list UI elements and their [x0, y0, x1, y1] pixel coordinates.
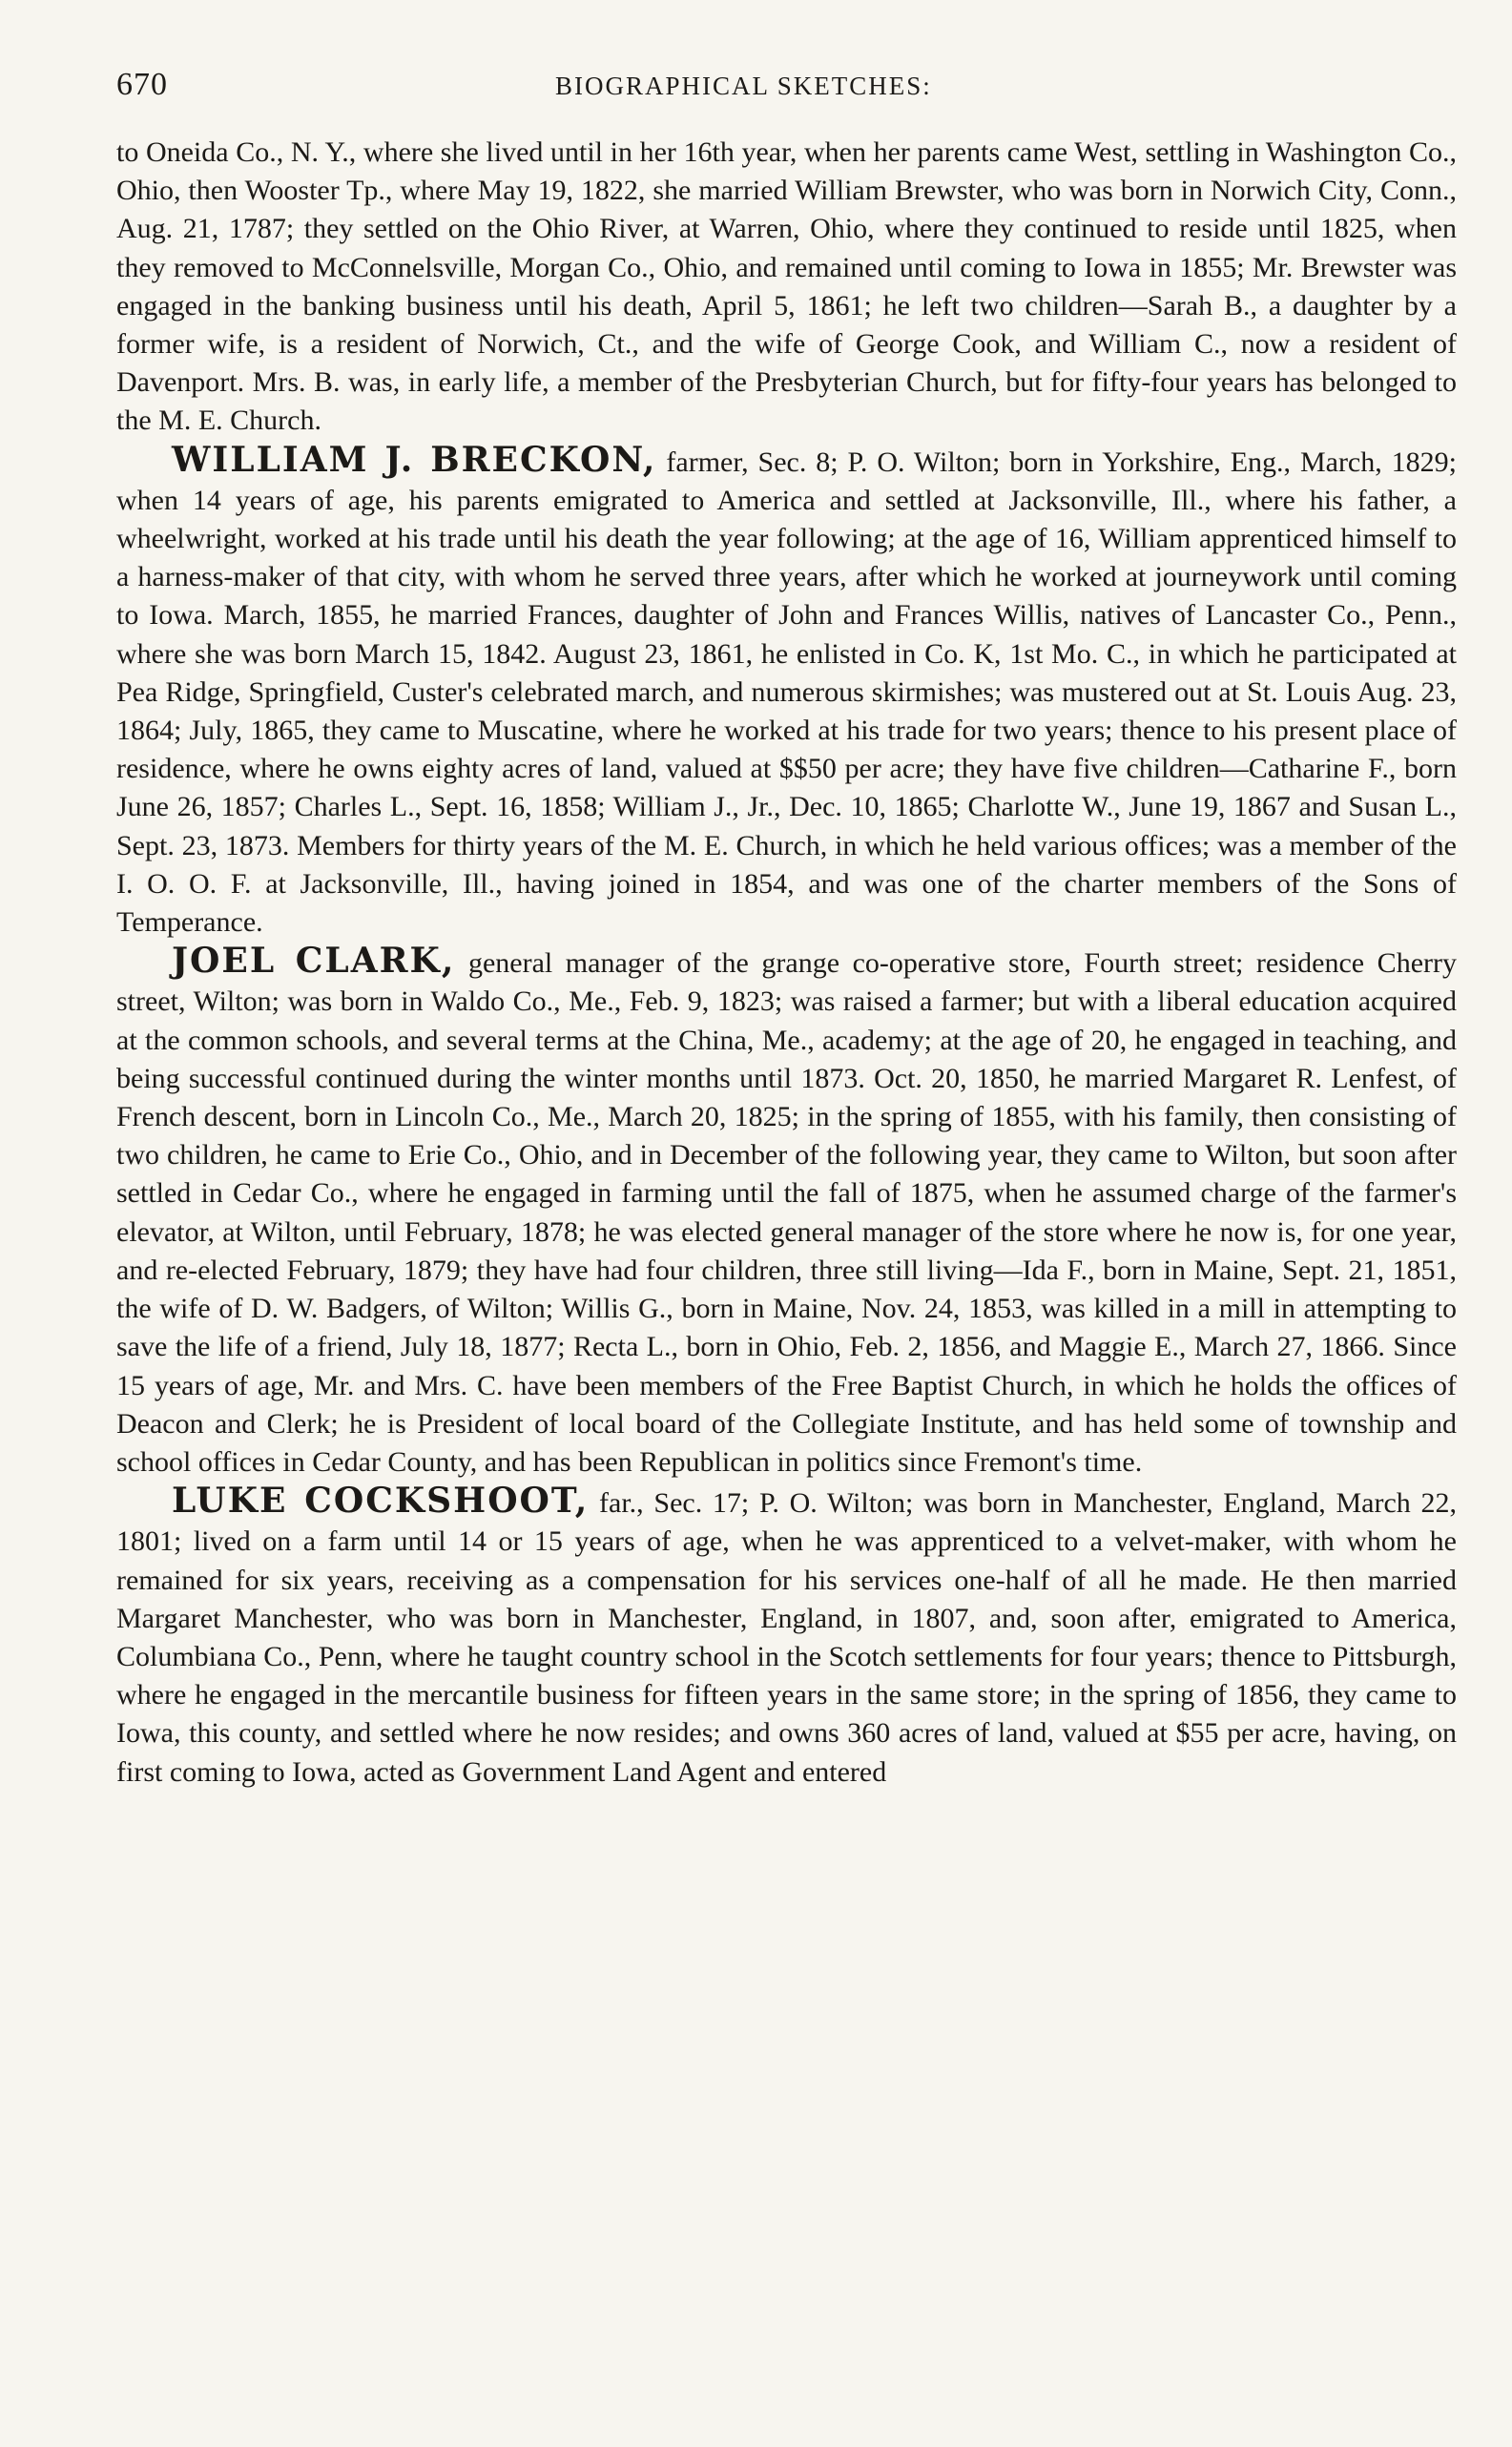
body-text	[116, 134, 1457, 1792]
continuation-paragraph: to Oneida Co., N. Y., where she lived until in her 16th year, when her parents came West, settling in Washington Co., Ohio, then Wooster Tp., where May 19, 1822, she married William Brewster, who was born in Norwich City, Conn., Aug. 21, 1787; they settled on the Ohio River, at Warren, Ohio, where they continued to reside until 1825, when they removed to McConnelsville, Morgan Co., Ohio, and remained until coming to Iowa in 1855; Mr. Brewster was engaged in the banking business until his death, April 5, 1861; he left two children—Sarah B., a daughter by a former wife, is a resident of Norwich, Ct., and the wife of George Cook, and William C., now a resident of Davenport. Mrs. B. was, in early life, a member of the Presbyterian Church, but for fifty-four years has belonged to the M. E. Church.	[116, 136, 1457, 437]
biography-entry-cockshoot	[116, 1482, 1457, 1792]
entry-text: general manager of the grange co-operative store, Fourth street; residence Cherry street, Wilton; was born in Waldo Co., Me., Feb. 9, 1823; was raised a farmer; but with a liberal education acquired at the common schools, and several terms at the China, Me., academy; at the age of 20, he engaged in teaching, and being successful continued during the winter months until 1873. Oct. 20, 1850, he married Margaret R. Lenfest, of French descent, born in Lincoln Co., Me., March 20, 1825; in the spring of 1855, with his family, then consisting of two children, he came to Erie Co., Ohio, and in December of the following year, they came to Wilton, but soon after settled in Cedar Co., where he engaged in farming until the fall of 1875, when he assumed charge of the farmer's elevator, at Wilton, until February, 1878; he was elected general manager of the store where he now is, for one year, and re-elected February, 1879; they have had four children, three still living—Ida F., born in Maine, Sept. 21, 1851, the wife of D. W. Badgers, of Wilton; Willis G., born in Maine, Nov. 24, 1853, was killed in a mill in attempting to save the life of a friend, July 18, 1877; Recta L., born in Ohio, Feb. 2, 1856, and Maggie E., March 27, 1866. Since 15 years of age, Mr. and Mrs. C. have been members of the Free Baptist Church, in which he holds the offices of Deacon and Clerk; he is President of local board of the Collegiate Institute, and has held some of township and school offices in Cedar County, and has been Republican in politics since Fremont's time.	[116, 947, 1457, 1478]
entry-text: farmer, Sec. 8; P. O. Wilton; born in Yorkshire, Eng., March, 1829; when 14 years of age, his parents emigrated to America and settled at Jacksonville, Ill., where his father, a wheelwright, worked at his trade until his death the year following; at the age of 16, William apprenticed himself to a harness-maker of that city, with whom he served three years, after which he worked at journeywork until coming to Iowa. March, 1855, he married Frances, daughter of John and Frances Willis, natives of Lancaster Co., Penn., where she was born March 15, 1842. August 23, 1861, he enlisted in Co. K, 1st Mo. C., in which he participated at Pea Ridge, Springfield, Custer's celebrated march, and numerous skirmishes; was mustered out at St. Louis Aug. 23, 1864; July, 1865, they came to Muscatine, where he worked at his trade for two years; thence to his present place of residence, where he owns eighty acres of land, valued at $$50 per acre; they have five children—Catharine F., born June 26, 1857; Charles L., Sept. 16, 1858; William J., Jr., Dec. 10, 1865; Charlotte W., June 19, 1867 and Susan L., Sept. 23, 1873. Members for thirty years of the M. E. Church, in which he held various offices; was a member of the I. O. O. F. at Jacksonville, Ill., having joined in 1854, and was one of the charter members of the Sons of Temperance.	[116, 446, 1458, 939]
biography-entry-breckon	[116, 441, 1457, 943]
page-header	[116, 67, 1455, 124]
biography-entry-clark	[116, 942, 1457, 1482]
entry-name: LUKE COCKSHOOT,	[172, 1481, 590, 1522]
entry-text: far., Sec. 17; P. O. Wilton; was born in Manchester, England, March 22, 1801; lived on a farm until 14 or 15 years of age, when he was apprenticed to a velvet-maker, with whom he remained for six years, receiving as a compensation for his services one-half of all he made. He then married Margaret Manchester, who was born in Manchester, England, in 1807, and, soon after, emigrated to America, Columbiana Co., Penn, where he taught country school in the Scotch settlements for four years; thence to Pittsburgh, where he engaged in the mercantile business for fifteen years in the same store; in the spring of 1856, they came to Iowa, this county, and settled where he now resides; and owns 360 acres of land, valued at $55 per acre, having, on first coming to Iowa, acted as Government Land Agent and entered	[116, 1487, 1457, 1788]
entry-name: JOEL CLARK,	[172, 941, 456, 982]
entry-name: WILLIAM J. BRECKON,	[172, 439, 657, 480]
page-number: 670	[116, 67, 168, 102]
running-head: BIOGRAPHICAL SKETCHES:	[555, 72, 932, 100]
